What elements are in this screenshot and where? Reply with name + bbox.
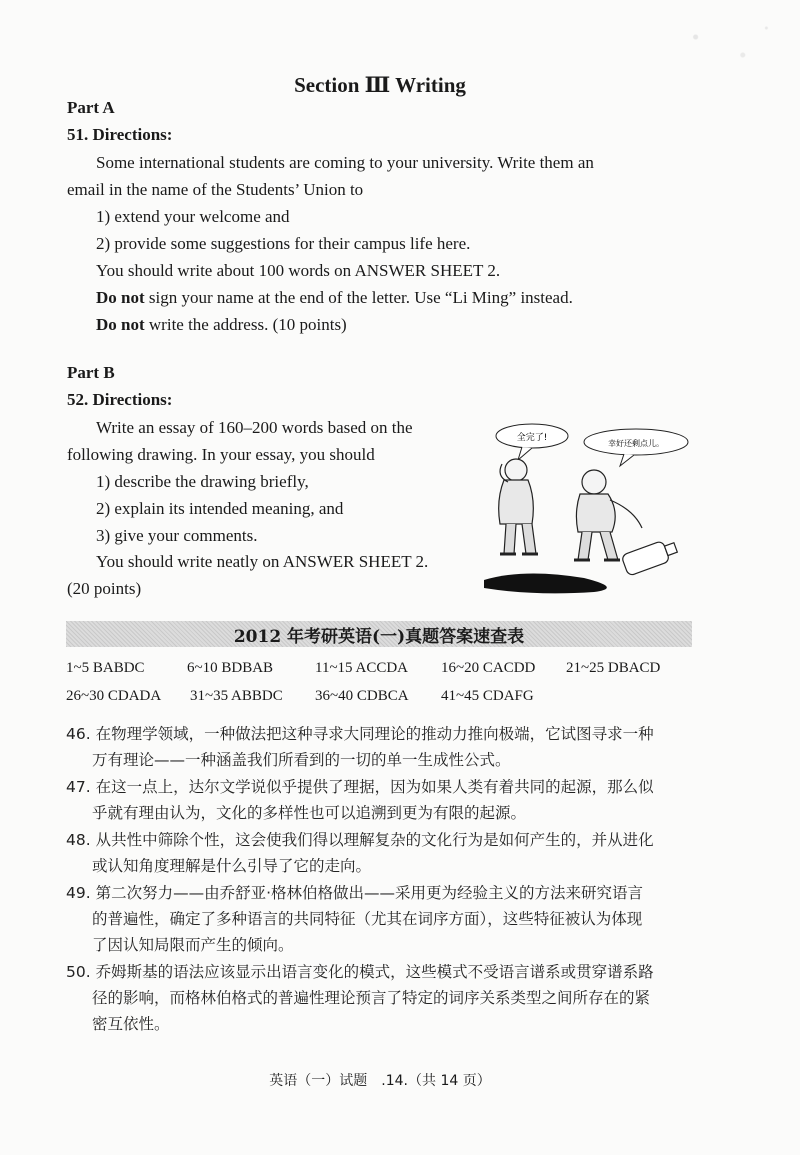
q52-item-3: 3) give your comments. (96, 526, 258, 545)
answer-row-2-cell: 26~30 CDADA (66, 688, 162, 704)
part-b-heading: Part B (67, 363, 115, 382)
donot-rest: write the address. (10 points) (144, 315, 347, 334)
section-title: Section Ⅲ Writing (294, 73, 466, 97)
donot-bold: Do not (96, 288, 145, 307)
q52-line-2: following drawing. In your essay, you should (67, 445, 375, 464)
answer-table-title: 2012 年考研英语(一)真题答案速查表 (233, 626, 525, 647)
answer-row-1-cell: 1~5 BABDC (66, 660, 145, 676)
q51-donot-sign (96, 288, 573, 308)
translation-49-line-1: 49. 第二次努力——由乔舒亚·格林伯格做出——采用更为经验主义的方法来研究语言 (66, 884, 644, 902)
translation-50-line-1: 50. 乔姆斯基的语法应该显示出语言变化的模式，这些模式不受语言谱系或贯穿谱系路 (66, 963, 654, 981)
spill-puddle (484, 573, 607, 593)
q51-donot-address (96, 315, 347, 335)
translation-48-line-2: 或认知角度理解是什么引导了它的走向。 (92, 857, 372, 875)
q51-line-2: email in the name of the Students’ Union to (67, 180, 364, 199)
donot-bold: Do not (96, 315, 145, 334)
translation-47-line-2: 乎就有理由认为，文化的多样性也可以追溯到更为有限的起源。 (92, 804, 527, 822)
translation-49-line-3: 了因认知局限而产生的倾向。 (92, 936, 294, 954)
translation-49-line-2: 的普遍性，确定了多种语言的共同特征（尤其在词序方面），这些特征被认为体现 (92, 910, 643, 928)
answer-row-2-cell: 31~35 ABBDC (190, 688, 283, 704)
donot-rest: sign your name at the end of the letter. Use “Li Ming” instead. (144, 288, 573, 307)
answer-row-2-cell: 36~40 CDBCA (315, 688, 409, 704)
bubble-left-text: 全完了! (516, 433, 548, 443)
q51-label: 51. Directions: (67, 125, 173, 144)
cartoon-drawing (474, 420, 696, 595)
translation-50-line-2: 径的影响，而格林伯格式的普遍性理论预言了特定的词序关系类型之间所存在的紧 (92, 989, 651, 1007)
translation-46-line-1: 46. 在物理学领域，一种做法把这种寻求大同理论的推动力推向极端，它试图寻求一种 (66, 725, 654, 743)
answer-row-1-cell: 21~25 DBACD (566, 660, 661, 676)
left-man-figure (499, 459, 538, 554)
q51-word-count: You should write about 100 words on ANSWER SHEET 2. (96, 261, 501, 280)
q52-item-2: 2) explain its intended meaning, and (96, 499, 344, 518)
q52-neatly: You should write neatly on ANSWER SHEET 2. (96, 552, 429, 571)
translation-47-line-1: 47. 在这一点上，达尔文学说似乎提供了理据，因为如果人类有着共同的起源，那么似 (66, 778, 654, 796)
q52-label: 52. Directions: (67, 390, 173, 409)
q51-item-2: 2) provide some suggestions for their campus life here. (96, 234, 471, 253)
translation-48-line-1: 48. 从共性中筛除个性，这会使我们得以理解复杂的文化行为是如何产生的，并从进化 (66, 831, 654, 849)
toppled-bottle (621, 537, 679, 576)
right-man-figure (574, 470, 642, 560)
q51-item-1: 1) extend your welcome and (96, 207, 290, 226)
answer-row-2-cell: 41~45 CDAFG (441, 688, 534, 704)
q52-line-1: Write an essay of 160–200 words based on the (96, 418, 413, 437)
answer-table-title-bar (66, 621, 692, 647)
q52-points: (20 points) (67, 579, 142, 598)
translation-50-line-3: 密互依性。 (92, 1015, 170, 1033)
bubble-right-text: 幸好还剩点儿。 (608, 439, 664, 448)
answer-row-1-cell: 6~10 BDBAB (187, 660, 274, 676)
q51-line-1: Some international students are coming to your university. Write them an (96, 153, 594, 172)
page-footer: 英语（一）试题 .14.（共 14 页） (269, 1073, 491, 1089)
part-a-heading: Part A (67, 98, 115, 117)
answer-row-1-cell: 16~20 CACDD (441, 660, 536, 676)
q52-item-1: 1) describe the drawing briefly, (96, 472, 309, 491)
answer-row-1-cell: 11~15 ACCDA (315, 660, 408, 676)
translation-46-line-2: 万有理论——一种涵盖我们所看到的一切的单一生成性公式。 (92, 751, 511, 769)
